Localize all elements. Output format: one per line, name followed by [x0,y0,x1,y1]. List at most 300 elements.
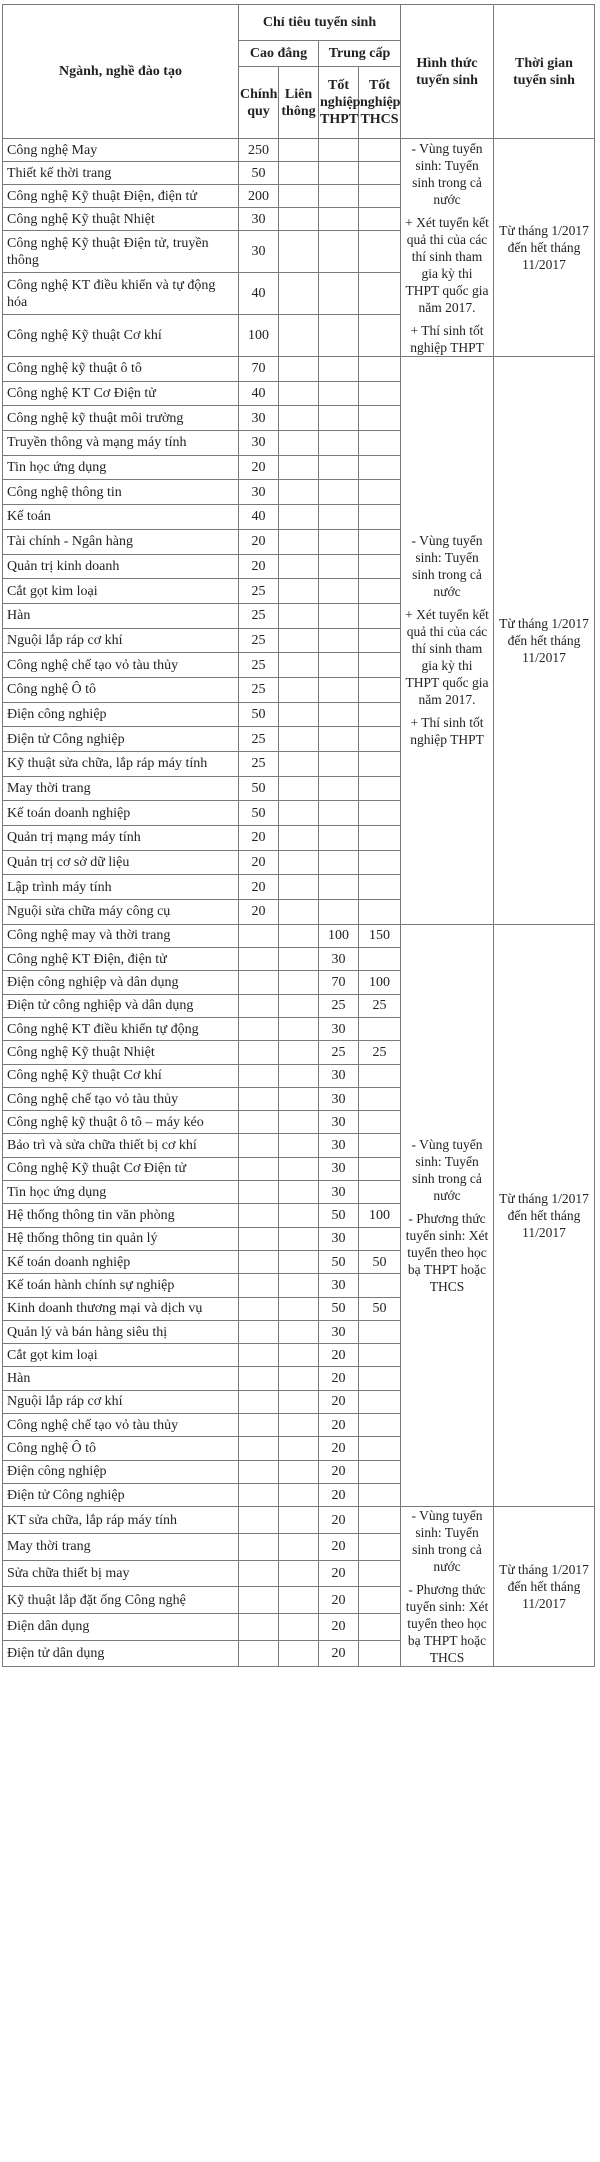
program-name-cell: Kế toán hành chính sự nghiệp [3,1274,239,1297]
intermediate-thpt-cell [319,875,359,900]
college-transfer-cell [279,505,319,530]
admission-method-line: + Thí sinh tốt nghiệp THPT [410,715,484,748]
college-regular-cell: 70 [239,357,279,382]
college-regular-cell [239,1320,279,1343]
college-regular-cell: 20 [239,529,279,554]
intermediate-thcs-cell [359,554,401,579]
college-regular-cell [239,1297,279,1320]
program-name-cell: Công nghệ Ô tô [3,677,239,702]
intermediate-thcs-cell [359,1320,401,1343]
intermediate-thpt-cell [319,850,359,875]
college-regular-cell [239,1250,279,1273]
college-transfer-cell [279,1204,319,1227]
intermediate-thcs-cell [359,875,401,900]
intermediate-thcs-cell [359,1064,401,1087]
college-regular-cell: 30 [239,208,279,231]
college-transfer-cell [279,1483,319,1506]
admission-time-cell: Từ tháng 1/2017 đến hết tháng 11/2017 [494,1507,595,1667]
program-name-cell: Công nghệ Kỹ thuật Cơ khí [3,1064,239,1087]
intermediate-thpt-cell [319,900,359,925]
college-transfer-cell [279,208,319,231]
program-name-cell: Tin học ứng dụng [3,455,239,480]
intermediate-thcs-cell [359,1344,401,1367]
college-regular-cell [239,1483,279,1506]
intermediate-thpt-cell: 30 [319,1157,359,1180]
college-regular-cell [239,1041,279,1064]
college-regular-cell [239,1367,279,1390]
program-name-cell: Công nghệ Kỹ thuật Nhiệt [3,1041,239,1064]
college-regular-cell: 20 [239,554,279,579]
program-name-cell: Sửa chữa thiết bị may [3,1560,239,1587]
intermediate-thpt-cell: 20 [319,1414,359,1437]
college-regular-cell [239,1064,279,1087]
intermediate-thcs-cell [359,948,401,971]
college-regular-cell [239,1157,279,1180]
college-regular-cell: 25 [239,603,279,628]
intermediate-thcs-cell [359,702,401,727]
college-transfer-cell [279,1560,319,1587]
intermediate-thcs-cell [359,315,401,357]
college-transfer-cell [279,1507,319,1534]
intermediate-thpt-cell [319,776,359,801]
program-name-cell: Công nghệ Kỹ thuật Điện, điện tử [3,185,239,208]
table-header [3,5,595,139]
program-name-cell: Công nghệ chế tạo vỏ tàu thủy [3,1414,239,1437]
intermediate-thpt-cell: 25 [319,1041,359,1064]
program-name-cell: Điện công nghiệp [3,1460,239,1483]
college-transfer-cell [279,1250,319,1273]
intermediate-thpt-cell: 30 [319,1064,359,1087]
college-regular-cell [239,1274,279,1297]
college-transfer-cell [279,315,319,357]
college-regular-cell [239,1344,279,1367]
intermediate-thpt-cell: 30 [319,1320,359,1343]
intermediate-thpt-cell [319,208,359,231]
program-name-cell: Hệ thống thông tin văn phòng [3,1204,239,1227]
college-transfer-cell [279,1157,319,1180]
intermediate-thcs-cell [359,677,401,702]
program-name-cell: Điện tử công nghiệp và dân dụng [3,994,239,1017]
intermediate-thcs-cell [359,1157,401,1180]
intermediate-thcs-cell [359,1483,401,1506]
admission-method-cell [401,139,494,357]
program-name-cell: Truyền thông và mạng máy tính [3,431,239,456]
college-transfer-cell [279,826,319,851]
intermediate-thcs-cell [359,431,401,456]
college-regular-cell [239,1181,279,1204]
intermediate-thcs-cell: 25 [359,994,401,1017]
program-name-cell: Kinh doanh thương mại và dịch vụ [3,1297,239,1320]
program-name-cell: Kế toán doanh nghiệp [3,1250,239,1273]
intermediate-thpt-cell: 20 [319,1533,359,1560]
college-transfer-cell [279,1587,319,1614]
college-transfer-cell [279,776,319,801]
college-transfer-cell [279,455,319,480]
program-name-cell: Kỹ thuật sửa chữa, lắp ráp máy tính [3,752,239,777]
college-regular-cell [239,1587,279,1614]
college-transfer-cell [279,273,319,315]
intermediate-thpt-cell: 20 [319,1560,359,1587]
college-regular-cell: 50 [239,776,279,801]
table-row [3,357,595,382]
intermediate-thpt-cell [319,702,359,727]
program-name-cell: Công nghệ thông tin [3,480,239,505]
college-transfer-cell [279,480,319,505]
program-name-cell: Điện công nghiệp và dân dụng [3,971,239,994]
program-name-cell: Nguội lắp ráp cơ khí [3,628,239,653]
intermediate-thcs-cell [359,900,401,925]
program-name-cell: Công nghệ KT điều khiển tự động [3,1018,239,1041]
intermediate-thpt-cell [319,231,359,273]
college-transfer-cell [279,971,319,994]
college-regular-cell [239,1640,279,1667]
college-regular-cell [239,994,279,1017]
intermediate-thpt-cell [319,826,359,851]
program-name-cell: May thời trang [3,1533,239,1560]
program-name-cell: Cắt gọt kim loại [3,1344,239,1367]
college-transfer-cell [279,1414,319,1437]
college-transfer-cell [279,357,319,382]
college-transfer-cell [279,1390,319,1413]
college-regular-cell: 20 [239,900,279,925]
intermediate-thcs-cell [359,1507,401,1534]
college-regular-cell: 30 [239,231,279,273]
intermediate-thpt-cell: 20 [319,1367,359,1390]
college-regular-cell [239,1613,279,1640]
admission-method-line: - Phương thức tuyển sinh: Xét tuyển theo học bạ THPT hoặc THCS [405,1211,489,1295]
intermediate-thpt-cell: 30 [319,1181,359,1204]
college-regular-cell: 25 [239,579,279,604]
intermediate-thpt-cell: 30 [319,1111,359,1134]
college-regular-cell: 200 [239,185,279,208]
intermediate-thpt-cell: 20 [319,1483,359,1506]
program-name-cell: Cắt gọt kim loại [3,579,239,604]
intermediate-thpt-cell: 20 [319,1460,359,1483]
college-transfer-cell [279,1134,319,1157]
college-regular-cell: 25 [239,727,279,752]
college-regular-cell [239,1414,279,1437]
program-name-cell: Công nghệ Kỹ thuật Cơ khí [3,315,239,357]
intermediate-thcs-cell [359,1460,401,1483]
program-name-cell: Công nghệ chế tạo vỏ tàu thủy [3,1087,239,1110]
program-name-cell: Hệ thống thông tin quản lý [3,1227,239,1250]
college-regular-cell: 25 [239,752,279,777]
intermediate-thpt-cell [319,505,359,530]
intermediate-thpt-cell: 20 [319,1437,359,1460]
program-name-cell: Kế toán [3,505,239,530]
college-regular-cell: 25 [239,628,279,653]
program-name-cell: Hàn [3,1367,239,1390]
program-name-cell: Kỹ thuật lắp đặt ống Công nghệ [3,1587,239,1614]
college-transfer-cell [279,1533,319,1560]
college-regular-cell [239,1560,279,1587]
intermediate-thcs-cell [359,455,401,480]
program-name-cell: Điện tử Công nghiệp [3,1483,239,1506]
college-regular-cell [239,1460,279,1483]
intermediate-thpt-cell: 30 [319,948,359,971]
college-transfer-cell [279,1227,319,1250]
college-transfer-cell [279,554,319,579]
college-transfer-cell [279,1181,319,1204]
college-regular-cell: 100 [239,315,279,357]
header-time: Thời gian tuyển sinh [494,5,595,139]
college-regular-cell [239,1087,279,1110]
intermediate-thpt-cell [319,677,359,702]
program-name-cell: KT sửa chữa, lắp ráp máy tính [3,1507,239,1534]
intermediate-thcs-cell [359,727,401,752]
program-name-cell: Công nghệ KT Điện, điện tử [3,948,239,971]
intermediate-thcs-cell [359,1613,401,1640]
intermediate-thpt-cell [319,752,359,777]
college-regular-cell [239,1390,279,1413]
intermediate-thpt-cell [319,431,359,456]
college-transfer-cell [279,1344,319,1367]
intermediate-thcs-cell [359,381,401,406]
intermediate-thpt-cell: 20 [319,1390,359,1413]
intermediate-thpt-cell: 30 [319,1227,359,1250]
program-name-cell: Quản trị mạng máy tính [3,826,239,851]
table-row [3,1507,595,1534]
admission-method-line: - Vùng tuyển sinh: Tuyển sinh trong cả nước [411,1137,483,1204]
header-regular: Chính quy [239,67,279,139]
college-transfer-cell [279,1018,319,1041]
intermediate-thcs-cell [359,357,401,382]
intermediate-thcs-cell [359,1390,401,1413]
intermediate-thcs-cell [359,1274,401,1297]
college-regular-cell [239,1533,279,1560]
college-transfer-cell [279,529,319,554]
college-regular-cell [239,971,279,994]
college-regular-cell: 20 [239,826,279,851]
intermediate-thpt-cell: 20 [319,1507,359,1534]
intermediate-thcs-cell [359,1367,401,1390]
header-college: Cao đẳng [239,41,319,67]
college-regular-cell [239,1204,279,1227]
college-transfer-cell [279,924,319,947]
intermediate-thpt-cell [319,406,359,431]
intermediate-thpt-cell [319,603,359,628]
college-regular-cell: 20 [239,455,279,480]
college-regular-cell: 250 [239,139,279,162]
intermediate-thcs-cell [359,1533,401,1560]
intermediate-thcs-cell [359,1560,401,1587]
admission-method-line: - Vùng tuyển sinh: Tuyển sinh trong cả nước [411,1508,483,1575]
intermediate-thpt-cell [319,185,359,208]
admission-method-line: + Thí sinh tốt nghiệp THPT [410,322,484,355]
college-transfer-cell [279,900,319,925]
admission-method-cell [401,924,494,1506]
college-transfer-cell [279,727,319,752]
college-transfer-cell [279,1297,319,1320]
intermediate-thcs-cell [359,1414,401,1437]
program-name-cell: Công nghệ kỹ thuật môi trường [3,406,239,431]
intermediate-thcs-cell [359,406,401,431]
program-name-cell: Bảo trì và sửa chữa thiết bị cơ khí [3,1134,239,1157]
college-transfer-cell [279,850,319,875]
program-name-cell: Điện tử dân dụng [3,1640,239,1667]
intermediate-thpt-cell [319,579,359,604]
college-transfer-cell [279,185,319,208]
intermediate-thpt-cell [319,727,359,752]
intermediate-thcs-cell: 100 [359,1204,401,1227]
college-regular-cell [239,1437,279,1460]
program-name-cell: Công nghệ KT điều khiển và tự động hóa [3,273,239,315]
college-transfer-cell [279,875,319,900]
program-name-cell: Điện dân dụng [3,1613,239,1640]
college-regular-cell: 40 [239,273,279,315]
admission-method-line: - Vùng tuyển sinh: Tuyển sinh trong cả nước [411,533,483,600]
header-thcs: Tốt nghiệp THCS [359,67,401,139]
college-transfer-cell [279,994,319,1017]
program-name-cell: Nguội sửa chữa máy công cụ [3,900,239,925]
intermediate-thpt-cell [319,381,359,406]
intermediate-thcs-cell [359,1134,401,1157]
intermediate-thcs-cell [359,653,401,678]
program-name-cell: Nguội lắp ráp cơ khí [3,1390,239,1413]
intermediate-thpt-cell [319,628,359,653]
intermediate-thcs-cell [359,273,401,315]
college-regular-cell [239,1134,279,1157]
intermediate-thcs-cell [359,850,401,875]
program-name-cell: Điện công nghiệp [3,702,239,727]
program-name-cell: Tin học ứng dụng [3,1181,239,1204]
intermediate-thpt-cell [319,139,359,162]
intermediate-thcs-cell [359,185,401,208]
intermediate-thcs-cell: 25 [359,1041,401,1064]
college-transfer-cell [279,1367,319,1390]
college-transfer-cell [279,1064,319,1087]
college-regular-cell: 30 [239,431,279,456]
program-name-cell: Tài chính - Ngân hàng [3,529,239,554]
college-regular-cell: 30 [239,480,279,505]
college-transfer-cell [279,1640,319,1667]
intermediate-thpt-cell: 30 [319,1274,359,1297]
intermediate-thcs-cell [359,139,401,162]
intermediate-thpt-cell: 50 [319,1297,359,1320]
program-name-cell: Quản trị cơ sở dữ liệu [3,850,239,875]
college-regular-cell [239,1111,279,1134]
college-transfer-cell [279,1320,319,1343]
intermediate-thcs-cell [359,603,401,628]
intermediate-thcs-cell [359,752,401,777]
table-row [3,139,595,162]
intermediate-thcs-cell [359,826,401,851]
header-thpt: Tốt nghiệp THPT [319,67,359,139]
program-name-cell: Hàn [3,603,239,628]
admission-time-cell: Từ tháng 1/2017 đến hết tháng 11/2017 [494,139,595,357]
program-name-cell: Công nghệ Kỹ thuật Điện tử, truyền thông [3,231,239,273]
intermediate-thcs-cell [359,480,401,505]
college-regular-cell: 25 [239,653,279,678]
admission-method-line: + Xét tuyển kết quả thi của các thí sinh tham gia kỳ thi THPT quốc gia năm 2017. [405,607,489,708]
intermediate-thcs-cell [359,1087,401,1110]
admission-time-cell: Từ tháng 1/2017 đến hết tháng 11/2017 [494,924,595,1506]
intermediate-thcs-cell [359,208,401,231]
program-name-cell: Công nghệ May [3,139,239,162]
college-transfer-cell [279,1087,319,1110]
intermediate-thcs-cell [359,579,401,604]
intermediate-thcs-cell [359,529,401,554]
intermediate-thcs-cell: 100 [359,971,401,994]
intermediate-thcs-cell [359,628,401,653]
college-transfer-cell [279,431,319,456]
intermediate-thpt-cell: 20 [319,1344,359,1367]
college-transfer-cell [279,406,319,431]
program-name-cell: Quản trị kinh doanh [3,554,239,579]
intermediate-thcs-cell [359,1587,401,1614]
college-transfer-cell [279,579,319,604]
program-name-cell: Công nghệ Kỹ thuật Nhiệt [3,208,239,231]
intermediate-thpt-cell: 50 [319,1204,359,1227]
intermediate-thcs-cell [359,1640,401,1667]
college-regular-cell: 50 [239,162,279,185]
intermediate-thpt-cell [319,480,359,505]
college-regular-cell: 30 [239,406,279,431]
program-name-cell: Điện tử Công nghiệp [3,727,239,752]
college-transfer-cell [279,1274,319,1297]
admission-method-cell [401,1507,494,1667]
college-transfer-cell [279,801,319,826]
college-transfer-cell [279,752,319,777]
intermediate-thpt-cell [319,273,359,315]
intermediate-thpt-cell: 30 [319,1018,359,1041]
intermediate-thpt-cell [319,455,359,480]
intermediate-thcs-cell: 150 [359,924,401,947]
intermediate-thpt-cell [319,554,359,579]
college-regular-cell [239,924,279,947]
college-transfer-cell [279,702,319,727]
college-regular-cell: 20 [239,875,279,900]
header-quota: Chỉ tiêu tuyển sinh [239,5,401,41]
intermediate-thcs-cell: 50 [359,1250,401,1273]
table-body [3,139,595,1667]
program-name-cell: Thiết kế thời trang [3,162,239,185]
college-transfer-cell [279,1041,319,1064]
college-regular-cell [239,1507,279,1534]
college-transfer-cell [279,162,319,185]
admissions-table [2,4,595,1667]
college-regular-cell [239,1227,279,1250]
admission-method-line: - Phương thức tuyển sinh: Xét tuyển theo học bạ THPT hoặc THCS [405,1582,489,1666]
intermediate-thcs-cell [359,1437,401,1460]
college-transfer-cell [279,603,319,628]
college-regular-cell: 50 [239,702,279,727]
college-regular-cell [239,1018,279,1041]
intermediate-thcs-cell [359,1018,401,1041]
header-program: Ngành, nghề đào tạo [3,5,239,139]
intermediate-thpt-cell: 100 [319,924,359,947]
intermediate-thpt-cell: 20 [319,1640,359,1667]
college-transfer-cell [279,231,319,273]
admission-method-line: - Vùng tuyển sinh: Tuyển sinh trong cả nước [411,140,483,207]
program-name-cell: Công nghệ KT Cơ Điện tử [3,381,239,406]
program-name-cell: Quản lý và bán hàng siêu thị [3,1320,239,1343]
intermediate-thcs-cell [359,505,401,530]
program-name-cell: Công nghệ kỹ thuật ô tô [3,357,239,382]
intermediate-thpt-cell: 25 [319,994,359,1017]
college-regular-cell: 20 [239,850,279,875]
program-name-cell: Công nghệ kỹ thuật ô tô – máy kéo [3,1111,239,1134]
intermediate-thpt-cell [319,315,359,357]
admission-time-cell: Từ tháng 1/2017 đến hết tháng 11/2017 [494,357,595,925]
college-regular-cell [239,948,279,971]
intermediate-thcs-cell [359,1111,401,1134]
program-name-cell: Lập trình máy tính [3,875,239,900]
intermediate-thcs-cell [359,801,401,826]
intermediate-thpt-cell [319,801,359,826]
college-transfer-cell [279,948,319,971]
intermediate-thcs-cell [359,1181,401,1204]
